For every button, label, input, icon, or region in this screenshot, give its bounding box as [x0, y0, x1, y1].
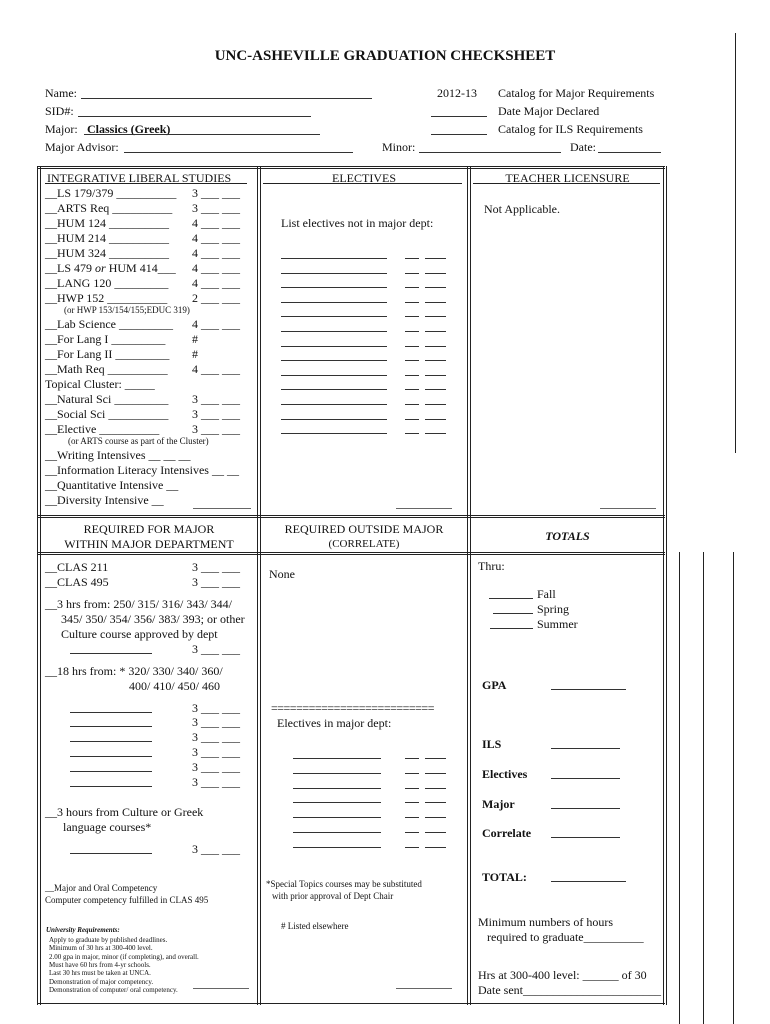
- elective-hours-field[interactable]: [405, 346, 419, 347]
- correlate-total-label: Correlate: [482, 826, 532, 840]
- scan-edge-mark: [733, 552, 734, 1024]
- correlate-value: None: [269, 567, 295, 581]
- advisor-label: Major Advisor:: [45, 140, 119, 154]
- elective-hours-field[interactable]: [405, 433, 419, 434]
- ils-item[interactable]: __HUM 324 __________: [45, 246, 170, 260]
- three-hrs-hours: 3 ___ ___: [192, 642, 240, 656]
- elective-course-field[interactable]: [281, 287, 387, 288]
- eighteen-hrs-requirement[interactable]: __18 hrs from: * 320/ 330/ 340/ 360/: [45, 664, 223, 678]
- elective-hours-field[interactable]: [405, 287, 419, 288]
- ils-item-hours: 4 ___ ___: [192, 246, 240, 260]
- clas495-hours: 3 ___ ___: [192, 575, 240, 589]
- spring-field[interactable]: [493, 613, 533, 614]
- fall-label: Fall: [537, 587, 556, 601]
- elective-course-field[interactable]: [281, 273, 387, 274]
- major-course-field[interactable]: [70, 741, 152, 742]
- university-requirement-item: 2.00 gpa in major, minor (if completing), and overall.: [49, 952, 199, 961]
- elective-grade-field[interactable]: [425, 419, 446, 420]
- major-elective-grade-field[interactable]: [425, 758, 446, 759]
- correlate-total-field[interactable]: [396, 988, 452, 989]
- hwp-note: (or HWP 153/154/155;EDUC 319): [64, 305, 190, 315]
- elective-grade-field[interactable]: [425, 273, 446, 274]
- ils-item-hours: 2 ___ ___: [192, 291, 240, 305]
- totals-heading: TOTALS: [545, 529, 590, 543]
- electives-instruction: List electives not in major dept:: [281, 216, 434, 230]
- intensive-item[interactable]: __Information Literacy Intensives __ __: [45, 463, 239, 477]
- ils-total-field[interactable]: [193, 508, 251, 509]
- elective-course-field[interactable]: [281, 419, 387, 420]
- spring-label: Spring: [537, 602, 570, 616]
- grand-total-label: TOTAL:: [482, 870, 527, 884]
- major-course-hours: 3 ___ ___: [192, 775, 240, 789]
- eighteen-hrs-courses: 400/ 410/ 450/ 460: [129, 679, 221, 693]
- clas211-item[interactable]: __CLAS 211: [45, 560, 109, 574]
- major-elective-grade-field[interactable]: [425, 847, 446, 848]
- major-total-field[interactable]: [193, 988, 249, 989]
- major-elective-grade-field[interactable]: [425, 773, 446, 774]
- elective-course-field[interactable]: [281, 331, 387, 332]
- major-elective-course-field[interactable]: [293, 832, 381, 833]
- ils-item-hours: 3 ___ ___: [192, 407, 240, 421]
- date-field[interactable]: [598, 152, 661, 153]
- gpa-label: GPA: [482, 678, 507, 692]
- intensive-item[interactable]: __Diversity Intensive __: [45, 493, 164, 507]
- major-elective-grade-field[interactable]: [425, 832, 446, 833]
- electives-heading: ELECTIVES: [332, 171, 396, 185]
- major-elective-grade-field[interactable]: [425, 817, 446, 818]
- elective-hours-field[interactable]: [405, 302, 419, 303]
- teacher-total-field[interactable]: [600, 508, 656, 509]
- major-course-hours: 3 ___ ___: [192, 730, 240, 744]
- outside-major-subheading: (CORRELATE): [328, 538, 400, 550]
- major-course-hours: 3 ___ ___: [192, 701, 240, 715]
- major-label: Major:: [45, 122, 78, 136]
- ils-item[interactable]: __For Lang II _________: [45, 347, 170, 361]
- culture-hours: 3 ___ ___: [192, 842, 240, 856]
- ils-item[interactable]: __HWP 152 __________: [45, 291, 168, 305]
- elective-grade-field[interactable]: [425, 316, 446, 317]
- separator: ==========================: [271, 701, 434, 715]
- major-course-field[interactable]: [70, 756, 152, 757]
- teacher-heading: TEACHER LICENSURE: [505, 171, 630, 185]
- date-label: Date:: [570, 140, 596, 154]
- summer-field[interactable]: [490, 628, 533, 629]
- university-requirement-item: Minimum of 30 hrs at 300-400 level.: [49, 944, 153, 953]
- major-field[interactable]: [84, 134, 320, 135]
- intensive-item[interactable]: __Writing Intensives __ __ __: [45, 448, 191, 462]
- major-elective-grade-field[interactable]: [425, 788, 446, 789]
- elective-course-field[interactable]: [281, 302, 387, 303]
- major-course-hours: 3 ___ ___: [192, 715, 240, 729]
- elective-hours-field[interactable]: [405, 258, 419, 259]
- scan-edge-mark: [735, 33, 736, 453]
- major-elective-course-field[interactable]: [293, 773, 381, 774]
- listed-elsewhere-note: # Listed elsewhere: [281, 921, 349, 931]
- name-field[interactable]: [81, 98, 372, 99]
- elective-hours-field[interactable]: [405, 360, 419, 361]
- elective-course-field[interactable]: [281, 433, 387, 434]
- minor-label: Minor:: [382, 140, 416, 154]
- min-hours-field[interactable]: required to graduate__________: [487, 930, 644, 944]
- gpa-field[interactable]: [551, 689, 626, 690]
- advisor-field[interactable]: [124, 152, 353, 153]
- major-elective-course-field[interactable]: [293, 847, 381, 848]
- elective-course-field[interactable]: [281, 346, 387, 347]
- elective-hours-field[interactable]: [405, 375, 419, 376]
- ils-heading: INTEGRATIVE LIBERAL STUDIES: [47, 171, 232, 185]
- ils-item-hours: 4 ___ ___: [192, 362, 240, 376]
- electives-total-label: Electives: [482, 767, 528, 781]
- major-elective-course-field[interactable]: [293, 758, 381, 759]
- major-value: Classics (Greek): [87, 122, 171, 136]
- electives-in-major-label: Electives in major dept:: [277, 716, 392, 730]
- ils-item[interactable]: __ARTS Req __________: [45, 201, 173, 215]
- special-topics-note: *Special Topics courses may be substituted: [266, 879, 422, 889]
- elective-grade-field[interactable]: [425, 258, 446, 259]
- university-requirement-item: Must have 60 hrs from 4-yr schools.: [49, 960, 151, 969]
- elective-grade-field[interactable]: [425, 404, 446, 405]
- catalog-ils-field[interactable]: [431, 134, 487, 135]
- ils-total-value-field[interactable]: [551, 748, 620, 749]
- major-total-label: Major: [482, 797, 515, 811]
- sid-field[interactable]: [78, 116, 311, 117]
- major-elective-grade-field[interactable]: [425, 802, 446, 803]
- elective-hours-field[interactable]: [405, 316, 419, 317]
- major-course-hours: 3 ___ ___: [192, 760, 240, 774]
- culture-greek-requirement[interactable]: __3 hours from Culture or Greek: [45, 805, 204, 819]
- major-elective-hours-field[interactable]: [405, 802, 419, 803]
- grand-total-field[interactable]: [551, 881, 626, 882]
- date-declared-field[interactable]: [431, 116, 487, 117]
- major-course-field[interactable]: [70, 786, 152, 787]
- ils-item-hours: #: [192, 347, 198, 361]
- clas495-item[interactable]: __CLAS 495: [45, 575, 109, 589]
- fall-field[interactable]: [489, 598, 533, 599]
- elective-hours-field[interactable]: [405, 419, 419, 420]
- special-topics-note-line2: with prior approval of Dept Chair: [272, 891, 394, 901]
- elective-grade-field[interactable]: [425, 331, 446, 332]
- elective-course-field[interactable]: [281, 316, 387, 317]
- elective-grade-field[interactable]: [425, 287, 446, 288]
- elective-hours-field[interactable]: [405, 331, 419, 332]
- major-elective-hours-field[interactable]: [405, 847, 419, 848]
- sid-label: SID#:: [45, 104, 74, 118]
- major-course-hours: 3 ___ ___: [192, 745, 240, 759]
- ils-item-hours: 4 ___ ___: [192, 276, 240, 290]
- catalog-major-label: Catalog for Major Requirements: [498, 86, 655, 100]
- elective-grade-field[interactable]: [425, 375, 446, 376]
- ils-item[interactable]: __Social Sci __________: [45, 407, 169, 421]
- date-declared-label: Date Major Declared: [498, 104, 600, 118]
- elective-grade-field[interactable]: [425, 389, 446, 390]
- major-req-subheading: WITHIN MAJOR DEPARTMENT: [64, 537, 234, 551]
- ils-item-hours: 4 ___ ___: [192, 216, 240, 230]
- major-elective-hours-field[interactable]: [405, 773, 419, 774]
- major-elective-hours-field[interactable]: [405, 832, 419, 833]
- major-elective-hours-field[interactable]: [405, 788, 419, 789]
- elective-hours-field[interactable]: [405, 404, 419, 405]
- catalog-ils-label: Catalog for ILS Requirements: [498, 122, 643, 136]
- arts-note: (or ARTS course as part of the Cluster): [68, 436, 209, 446]
- elective-grade-field[interactable]: [425, 346, 446, 347]
- three-hrs-requirement-line3: Culture course approved by dept: [61, 627, 218, 641]
- ils-item[interactable]: __Elective __________: [45, 422, 160, 436]
- university-requirement-item: Demonstration of major competency.: [49, 977, 154, 986]
- correlate-total-value-field[interactable]: [551, 837, 620, 838]
- university-requirement-item: Apply to graduate by published deadlines.: [49, 936, 168, 944]
- ils-item[interactable]: __HUM 124 __________: [45, 216, 170, 230]
- elective-course-field[interactable]: [281, 360, 387, 361]
- ils-item[interactable]: __Natural Sci _________: [45, 392, 169, 406]
- scan-edge-mark: [703, 552, 704, 1024]
- university-requirement-item: Last 30 hrs must be taken at UNCA.: [49, 969, 151, 978]
- electives-total-value-field[interactable]: [551, 778, 620, 779]
- ils-item[interactable]: __Math Req __________: [45, 362, 168, 376]
- ils-item-hours: 3 ___ ___: [192, 422, 240, 436]
- major-elective-hours-field[interactable]: [405, 817, 419, 818]
- major-course-field[interactable]: [70, 726, 152, 727]
- elective-course-field[interactable]: [281, 375, 387, 376]
- major-elective-course-field[interactable]: [293, 817, 381, 818]
- ils-item-hours: #: [192, 332, 198, 346]
- three-hrs-course-field[interactable]: [70, 653, 152, 654]
- catalog-year: 2012-13: [437, 86, 477, 100]
- electives-total-field[interactable]: [396, 508, 452, 509]
- ils-item[interactable]: __LS 179/379 __________: [45, 186, 177, 200]
- elective-hours-field[interactable]: [405, 273, 419, 274]
- scan-edge-mark: [679, 552, 680, 1024]
- ils-item-hours: 4 ___ ___: [192, 231, 240, 245]
- three-hrs-requirement-line2: 345/ 350/ 354/ 356/ 383/ 393; or other: [61, 612, 245, 626]
- elective-grade-field[interactable]: [425, 302, 446, 303]
- min-hours-label: Minimum numbers of hours: [478, 915, 613, 929]
- major-elective-hours-field[interactable]: [405, 758, 419, 759]
- university-requirement-item: Demonstration of computer/ oral competency.: [49, 985, 178, 994]
- ils-item-hours: 4 ___ ___: [192, 317, 240, 331]
- hrs-300-400-field[interactable]: Hrs at 300-400 level: ______ of 30: [478, 968, 647, 982]
- ils-item[interactable]: __Lab Science _________: [45, 317, 173, 331]
- summer-label: Summer: [537, 617, 578, 631]
- page-title: UNC-ASHEVILLE GRADUATION CHECKSHEET: [214, 48, 556, 64]
- ils-total-label: ILS: [482, 737, 502, 751]
- major-req-heading: REQUIRED FOR MAJOR: [83, 522, 215, 536]
- major-elective-course-field[interactable]: [293, 802, 381, 803]
- culture-greek-requirement-line2: language courses*: [63, 820, 152, 834]
- culture-course-field[interactable]: [70, 853, 152, 854]
- teacher-licensure-value: Not Applicable.: [484, 202, 560, 216]
- major-elective-course-field[interactable]: [293, 788, 381, 789]
- elective-course-field[interactable]: [281, 389, 387, 390]
- thru-label: Thru:: [478, 559, 505, 573]
- ils-item[interactable]: __LS 479 or HUM 414___: [45, 261, 176, 275]
- ils-item-hours: 3 ___ ___: [192, 392, 240, 406]
- ils-item-hours: 4 ___ ___: [192, 261, 240, 275]
- clas211-hours: 3 ___ ___: [192, 560, 240, 574]
- computer-competency-note: Computer competency fulfilled in CLAS 495: [45, 895, 209, 905]
- ils-item[interactable]: __For Lang I _________: [45, 332, 166, 346]
- major-total-value-field[interactable]: [551, 808, 620, 809]
- three-hrs-requirement[interactable]: __3 hrs from: 250/ 315/ 316/ 343/ 344/: [45, 597, 232, 611]
- ils-item[interactable]: __LANG 120 _________: [45, 276, 169, 290]
- elective-grade-field[interactable]: [425, 433, 446, 434]
- ils-item-hours: 3 ___ ___: [192, 186, 240, 200]
- elective-grade-field[interactable]: [425, 360, 446, 361]
- intensive-item[interactable]: __Quantitative Intensive __: [45, 478, 179, 492]
- major-course-field[interactable]: [70, 712, 152, 713]
- name-label: Name:: [45, 86, 77, 100]
- minor-field[interactable]: [419, 152, 561, 153]
- elective-course-field[interactable]: [281, 404, 387, 405]
- elective-hours-field[interactable]: [405, 389, 419, 390]
- major-course-field[interactable]: [70, 771, 152, 772]
- university-requirements-title: University Requirements:: [46, 926, 120, 934]
- elective-course-field[interactable]: [281, 258, 387, 259]
- topical-cluster[interactable]: Topical Cluster: _____: [45, 377, 155, 391]
- date-sent-field[interactable]: Date sent_______________________: [478, 983, 661, 997]
- ils-item-hours: 3 ___ ___: [192, 201, 240, 215]
- ils-item[interactable]: __HUM 214 __________: [45, 231, 170, 245]
- competency-item[interactable]: __Major and Oral Competency: [45, 883, 158, 893]
- outside-major-heading: REQUIRED OUTSIDE MAJOR: [284, 522, 444, 536]
